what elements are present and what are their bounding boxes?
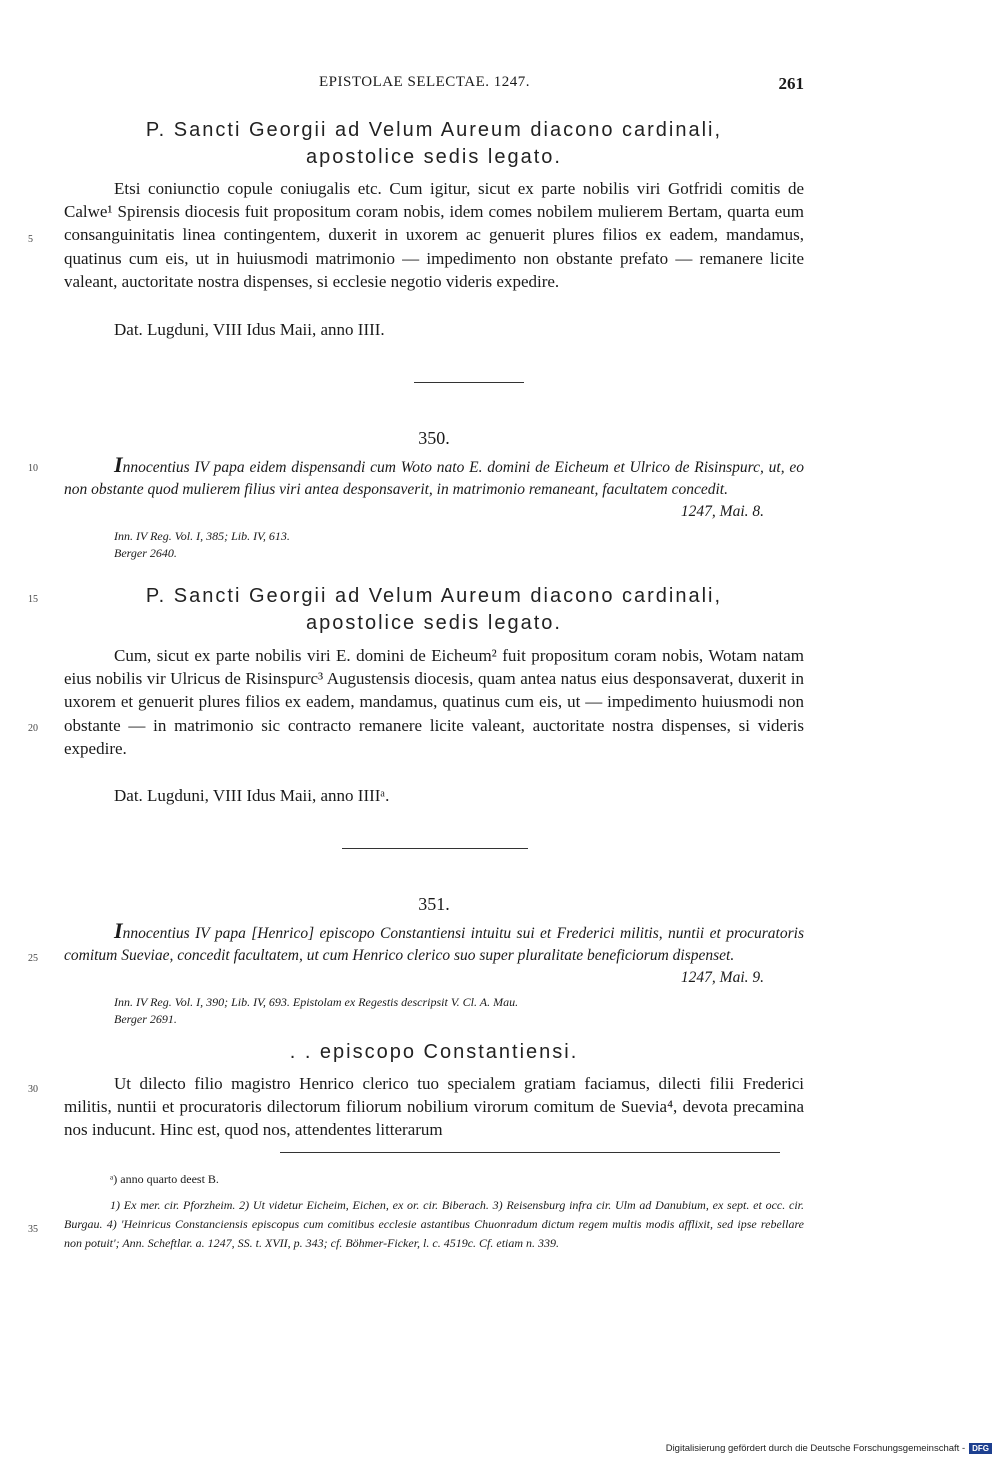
regest-351: [64, 920, 804, 989]
page-header: [64, 74, 804, 98]
credit-text: Digitalisierung gefördert durch die Deutsche Forschungsgemeinschaft -: [665, 1443, 966, 1454]
regest-350: [64, 454, 804, 523]
source-reference-351: [114, 994, 804, 1028]
footnote-a: ᵃ) anno quarto deest B.: [110, 1172, 219, 1186]
dating-clause-350: Dat. Lugduni, VIII Idus Maii, anno IIIIᵃ.: [114, 786, 390, 805]
margin-line-number: 25: [28, 953, 38, 964]
running-title: EPISTOLAE SELECTAE. 1247.: [319, 74, 531, 90]
source-line-1: Inn. IV Reg. Vol. I, 390; Lib. IV, 693. Epistolam ex Regestis descripsit V. Cl. A. Mau.: [114, 995, 519, 1009]
document-number-351: 351.: [418, 894, 450, 914]
source-line-1: Inn. IV Reg. Vol. I, 385; Lib. IV, 613.: [114, 529, 290, 543]
margin-line-number: 5: [28, 234, 33, 245]
letter-text-351: Ut dilecto filio magistro Henrico clerico tuo specialem gratiam faciamus, dilecti filii Frederici militis, nuntii et procuratoris dilectorum filiorum nobilium virorum comitum de Suevia⁴, devota precamina nos inducunt. Hinc est, quod nos, attendentes litterarum: [64, 1074, 804, 1140]
margin-line-number: 10: [28, 463, 38, 474]
regest-initial: I: [114, 918, 123, 943]
margin-line-number: 20: [28, 723, 38, 734]
regest-initial: I: [114, 452, 123, 477]
dfg-logo-icon: DFG: [969, 1443, 992, 1454]
footnotes: 1) Ex mer. cir. Pforzheim. 2) Ut videtur Eicheim, Eichen, ex or. cir. Biberach. 3) Reisensburg infra cir. Ulm ad Danubium, ex sept. et occ. cir. Burgau. 4) 'Heinricus Constanciensis episcopus cum comitibus ecclesie astantibus Chuonradum dictum regem multis modis afflixit, sed ipse rebellare non potuit'; Ann. Scheftlar. a. 1247, SS. t. XVII, p. 343; cf. Böhmer-Ficker, l. c. 4519c. Cf. etiam n. 339.: [64, 1198, 804, 1250]
regest-date: 1247, Mai. 8.: [680, 503, 764, 520]
digitization-credit: [666, 1443, 992, 1454]
letter-heading-351: . . episcopo Constantiensi.: [289, 1041, 579, 1063]
regest-text: nnocentius IV papa [Henrico] episcopo Constantiensi intuitu sui et Frederici militis, nuntii et procuratoris comitum Sueviae, concedit facultatem, ut cum Henrico clerico suo super pluralitate beneficiorum dispenset.: [64, 925, 804, 964]
section-divider: [414, 382, 524, 383]
document-number-350: 350.: [418, 428, 450, 448]
margin-line-number: 35: [28, 1224, 38, 1235]
margin-line-number: 15: [28, 594, 38, 605]
letter-heading-line-2: apostolice sedis legato.: [306, 146, 562, 168]
letter-text: Etsi coniunctio copule coniugalis etc. Cum igitur, sicut ex parte nobilis viri Gotfridi comitis de Calwe¹ Spirensis diocesis fuit propositum coram nobis, idem comes nobilem mulierem Bertam, quarta eum consanguinitatis linea contingentem, duxerit in uxorem ac genuerit plures filios ex eadem, mandamus, quatinus cum eis, ut in huiusmodi matrimonio — impedimento non obstante prefato — remanere licite valeant, auctoritate nostra dispenses, si ecclesie negotio videris expedire.: [64, 179, 804, 291]
footnote-separator: [280, 1152, 780, 1153]
source-line-2: Berger 2640.: [114, 546, 177, 560]
page-number: 261: [778, 74, 804, 93]
dating-clause: Dat. Lugduni, VIII Idus Maii, anno IIII.: [114, 320, 385, 339]
regest-date: 1247, Mai. 9.: [680, 969, 764, 986]
margin-line-number: 30: [28, 1084, 38, 1095]
letter-heading-350-line-1: P. Sancti Georgii ad Velum Aureum diacono cardinali,: [145, 585, 723, 607]
source-line-2: Berger 2691.: [114, 1012, 177, 1026]
section-divider: [342, 848, 528, 849]
source-reference-350: [114, 528, 290, 562]
letter-heading-line-1: P. Sancti Georgii ad Velum Aureum diacono cardinali,: [145, 119, 723, 141]
letter-text-350: Cum, sicut ex parte nobilis viri E. domini de Eicheum² fuit propositum coram nobis, Wotam natam eius nobilis vir Ulricus de Risinspurc³ Augustensis diocesis, quam antea natus eius desponsaverat, duxerit in uxorem et genuerit plures filios ex eadem, mandamus, quatinus cum eis, ut — impedimento huiusmodi non obstante — in matrimonio sic contracto remanere licite valeant, auctoritate nostra dispenses, si videris expedire.: [64, 646, 804, 758]
regest-text: nnocentius IV papa eidem dispensandi cum Woto nato E. domini de Eicheum et Ulrico de Risinspurc, ut, eo non obstante quod mulierem filius viri antea desponsaverit, in matrimonio remaneant, facultatem concedit.: [64, 459, 804, 498]
letter-heading-350-line-2: apostolice sedis legato.: [306, 612, 562, 634]
